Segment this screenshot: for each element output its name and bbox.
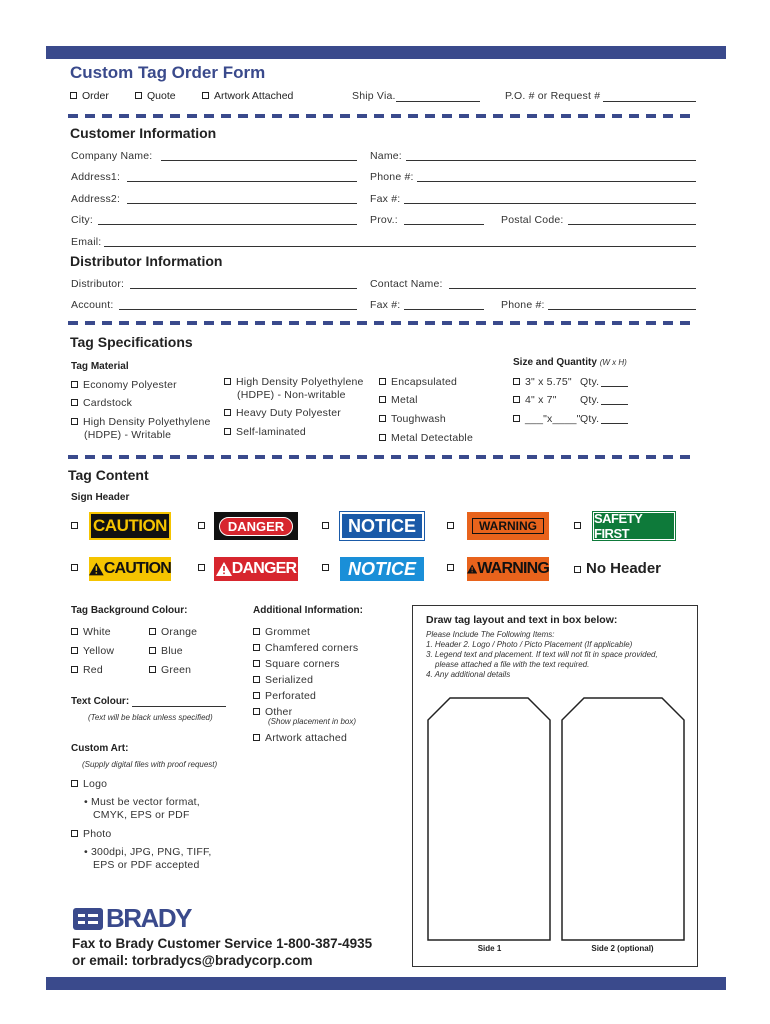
checkbox-icon [149,628,156,635]
quote-checkbox[interactable] [135,90,176,102]
brady-logo: BRADY [73,903,191,934]
footer-email[interactable]: or email: torbradycs@bradycorp.com [72,953,313,968]
qty-field-1[interactable] [601,386,628,387]
checkbox-icon [253,692,260,699]
dist-phone-label: Phone #: [501,299,545,311]
dist-fax-label: Fax #: [370,299,401,311]
footer-fax: Fax to Brady Customer Service 1-800-387-4935 [72,936,373,951]
checkbox-icon [513,396,520,403]
qty-label-1: Qty. [580,376,600,388]
side-1-label: Side 1 [477,944,502,953]
material-heavy-duty[interactable]: Heavy Duty Polyester [224,407,341,419]
material-hdpe-writable[interactable]: High Density Polyethylene (HDPE) - Writable [71,416,211,442]
colour-blue[interactable]: Blue [149,645,183,657]
address1-field[interactable] [127,181,357,182]
address2-field[interactable] [127,203,357,204]
checkbox-icon [253,676,260,683]
footer-contact [72,935,372,969]
checkbox-icon [253,644,260,651]
checkbox-icon [71,399,78,406]
ship-via-label: Ship Via. [352,90,396,102]
material-cardstock[interactable]: Cardstock [71,397,132,409]
quote-label: Quote [147,90,176,102]
checkbox-icon [574,566,581,573]
size-option-custom[interactable]: ___"x____" [513,413,581,425]
distributor-label: Distributor: [71,278,125,290]
qty-field-3[interactable] [601,423,628,424]
material-metal[interactable]: Metal [379,394,418,406]
checkbox-icon [379,434,386,441]
specs-heading: Tag Specifications [70,334,193,350]
contact-label: Contact Name: [370,278,443,290]
postal-label: Postal Code: [501,214,564,226]
checkbox-icon [71,780,78,787]
dist-phone-field[interactable] [548,309,696,310]
extra-chamfered[interactable]: Chamfered corners [253,642,358,654]
colour-green[interactable]: Green [149,664,191,676]
sign-danger: DANGER [214,512,298,540]
distributor-field[interactable] [130,288,357,289]
text-colour-note: (Text will be black unless specified) [88,713,213,722]
checkbox-icon [202,92,209,99]
account-field[interactable] [119,309,357,310]
art-logo[interactable]: Logo [71,778,107,790]
bg-colour-heading: Tag Background Colour: [71,605,188,616]
ship-via-field[interactable] [396,101,480,102]
email-label: Email: [71,236,102,248]
form-title: Custom Tag Order Form [70,63,266,82]
artwork-attached-label: Artwork Attached [214,90,294,102]
checkbox-icon [70,92,77,99]
postal-field[interactable] [568,224,696,225]
size-option-2[interactable]: 4" x 7" [513,394,557,406]
draw-box-instructions: Please Include The Following Items: 1. Header 2. Logo / Photo / Picto Placement (If applicable) 3. Legend text and placement. If text will not fit in space provided, please attached a file with the text required. 4. Any additional details [426,630,658,679]
fax-label: Fax #: [370,193,401,205]
qty-field-2[interactable] [601,404,628,405]
checkbox-icon[interactable] [71,564,78,571]
material-toughwash[interactable]: Toughwash [379,413,446,425]
checkbox-icon [71,666,78,673]
checkbox-icon[interactable] [574,522,581,529]
address1-label: Address1: [71,171,121,183]
custom-art-note: (Supply digital files with proof request) [82,760,218,769]
sign-warning: WARNING [467,512,549,540]
checkbox-icon [379,378,386,385]
qty-label-2: Qty. [580,394,600,406]
checkbox-icon [71,381,78,388]
size-option-1[interactable]: 3" x 5.75" [513,376,572,388]
extra-serialized[interactable]: Serialized [253,674,313,686]
material-economy[interactable]: Economy Polyester [71,379,177,391]
checkbox-icon[interactable] [322,522,329,529]
material-heading: Tag Material [71,361,129,372]
extra-artwork-attached[interactable]: Artwork attached [253,732,347,744]
tag-outline-side-2[interactable] [560,697,686,941]
checkbox-icon [253,660,260,667]
sign-notice-alt: NOTICE [340,557,424,581]
checkbox-icon [224,428,231,435]
divider [68,114,696,118]
email-field[interactable] [104,246,696,247]
logo-requirements: • Must be vector format, CMYK, EPS or PDF [84,796,200,821]
customer-heading: Customer Information [70,125,217,141]
name-label: Name: [370,150,402,162]
content-heading: Tag Content [68,467,149,483]
account-label: Account: [71,299,114,311]
side-2-label: Side 2 (optional) [591,944,654,953]
checkbox-icon[interactable] [198,522,205,529]
checkbox-icon [71,830,78,837]
sign-warning-alt: WARNING [467,557,549,581]
material-metal-detectable[interactable]: Metal Detectable [379,432,473,444]
sign-caution: CAUTION [89,512,171,540]
distributor-heading: Distributor Information [70,253,223,269]
colour-red[interactable]: Red [71,664,103,676]
checkbox-icon [379,396,386,403]
material-self-laminated[interactable]: Self-laminated [224,426,306,438]
extra-square-corners[interactable]: Square corners [253,658,340,670]
contact-field[interactable] [449,288,696,289]
prov-field[interactable] [404,224,484,225]
checkbox-icon[interactable] [71,522,78,529]
order-label: Order [82,90,109,102]
top-band [46,46,726,59]
size-heading: Size and Quantity (W x H) [513,357,627,368]
sign-safety-first: SAFETY FIRST [593,512,675,540]
checkbox-icon [253,734,260,741]
tag-outline-side-1[interactable] [426,697,552,941]
checkbox-icon [149,666,156,673]
additional-heading: Additional Information: [253,605,363,616]
city-label: City: [71,214,93,226]
artwork-attached-checkbox[interactable] [202,90,293,102]
material-encapsulated[interactable]: Encapsulated [379,376,457,388]
extra-perforated[interactable]: Perforated [253,690,316,702]
checkbox-icon [379,415,386,422]
photo-requirements: • 300dpi, JPG, PNG, TIFF, EPS or PDF accepted [84,846,212,871]
draw-box-heading: Draw tag layout and text in box below: [426,614,618,626]
checkbox-icon [513,378,520,385]
checkbox-icon [71,418,78,425]
checkbox-icon [149,647,156,654]
company-field[interactable] [161,160,357,161]
po-field[interactable] [603,101,696,102]
bottom-band [46,977,726,990]
name-field[interactable] [406,160,696,161]
warning-triangle-icon [216,562,232,576]
checkbox-icon[interactable] [447,522,454,529]
address2-label: Address2: [71,193,121,205]
other-note: (Show placement in box) [268,717,357,726]
order-checkbox[interactable] [70,90,109,102]
colour-orange[interactable]: Orange [149,626,197,638]
checkbox-icon [71,628,78,635]
colour-yellow[interactable]: Yellow [71,645,114,657]
prov-label: Prov.: [370,214,398,226]
sign-caution-alt: CAUTION [89,557,171,581]
warning-triangle-icon [467,562,477,576]
sign-header-label: Sign Header [71,492,130,503]
dist-fax-field[interactable] [404,309,484,310]
phone-label: Phone #: [370,171,414,183]
checkbox-icon [513,415,520,422]
qty-label-3: Qty. [580,413,600,425]
material-hdpe-nonwritable[interactable]: High Density Polyethylene (HDPE) - Non-writable [224,376,364,402]
text-colour-label: Text Colour: [71,696,130,707]
checkbox-icon[interactable] [198,564,205,571]
text-colour-field[interactable] [132,706,226,707]
no-header-option[interactable]: No Header [574,560,661,577]
po-label: P.O. # or Request # [505,90,601,102]
checkbox-icon [71,647,78,654]
checkbox-icon[interactable] [322,564,329,571]
checkbox-icon [253,708,260,715]
sign-danger-alt: DANGER [214,557,298,581]
checkbox-icon [253,628,260,635]
checkbox-icon [135,92,142,99]
extra-other[interactable]: Other [253,706,292,718]
company-label: Company Name: [71,150,153,162]
checkbox-icon[interactable] [447,564,454,571]
colour-white[interactable]: White [71,626,111,638]
custom-art-heading: Custom Art: [71,743,129,754]
divider [68,321,696,325]
phone-field[interactable] [417,181,696,182]
checkbox-icon [224,378,231,385]
sign-notice: NOTICE [340,512,424,540]
brady-mark-icon [73,908,103,930]
warning-triangle-icon [89,562,104,576]
extra-grommet[interactable]: Grommet [253,626,310,638]
city-field[interactable] [98,224,357,225]
divider [68,455,696,459]
checkbox-icon [224,409,231,416]
fax-field[interactable] [404,203,696,204]
art-photo[interactable]: Photo [71,828,111,840]
